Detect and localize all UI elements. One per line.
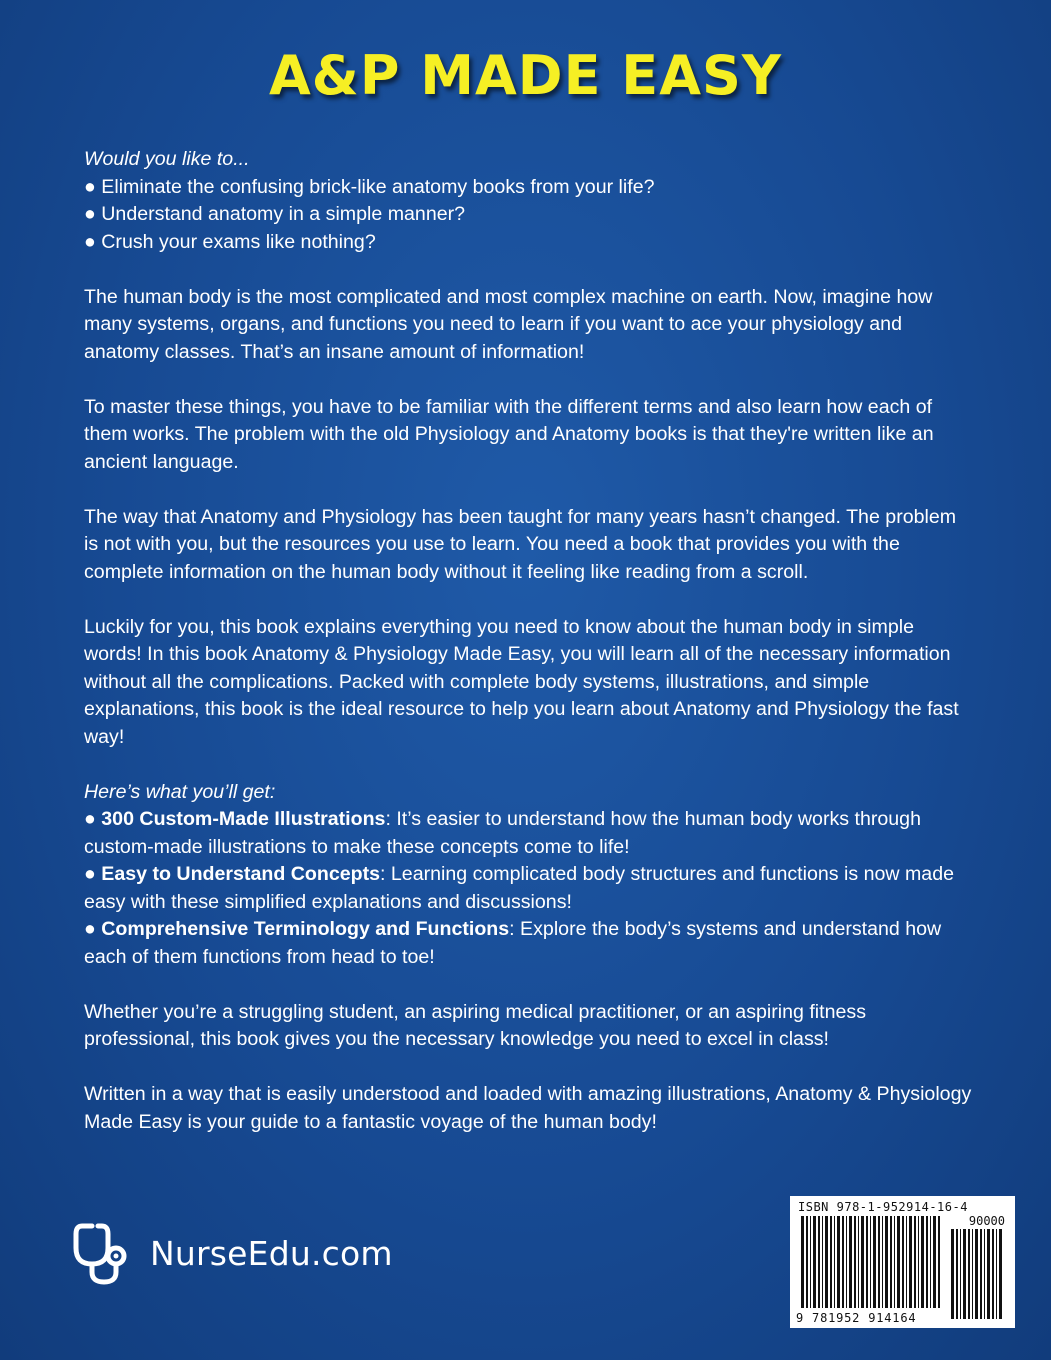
barcode-bar — [870, 1216, 871, 1308]
barcode-bar — [894, 1216, 895, 1308]
intro-bullet: ● Crush your exams like nothing? — [84, 230, 376, 253]
feature-text: : It’s easier to understand how the human body works through custom-made illustrations to make these concepts come to life! — [84, 808, 921, 858]
barcode-bar — [854, 1216, 856, 1308]
barcode-bar — [914, 1216, 916, 1308]
ean-number: 9 781952 914164 — [796, 1311, 917, 1325]
barcode-bar — [984, 1229, 985, 1319]
barcode-bar — [890, 1216, 892, 1308]
intro-bullet: ● Understand anatomy in a simple manner? — [84, 203, 466, 225]
description-body — [84, 146, 974, 1164]
barcode-bar — [813, 1216, 816, 1308]
intro-block — [84, 146, 974, 256]
barcode-bar — [830, 1216, 832, 1308]
barcode-bar — [810, 1216, 811, 1308]
feature-title: ● Easy to Understand Concepts — [84, 863, 381, 885]
barcode-bar — [846, 1216, 847, 1308]
features-block — [84, 779, 974, 972]
features-lead: Here’s what you’ll get: — [84, 780, 276, 803]
barcode-bar — [849, 1216, 852, 1308]
stethoscope-icon — [70, 1218, 142, 1288]
logo-text: NurseEdu.com — [150, 1233, 393, 1273]
barcode-bar — [909, 1216, 912, 1308]
intro-lead: Would you like to... — [84, 148, 250, 170]
barcode-bar — [885, 1216, 888, 1308]
isbn-barcode — [790, 1196, 1015, 1328]
barcode-bar — [930, 1216, 931, 1308]
barcode-bar — [825, 1216, 828, 1308]
barcode-bar — [861, 1216, 864, 1308]
barcode-bar — [951, 1229, 954, 1319]
barcode-bar — [980, 1229, 982, 1319]
barcode-bar — [897, 1216, 900, 1308]
barcode-bar — [938, 1216, 940, 1308]
paragraph: The way that Anatomy and Physiology has been taught for many years hasn’t changed. The problem is not with you, but the resources you use to learn. You need a book that provides you with the complete information on the human body without it feeling like reading from a scroll. — [84, 505, 957, 583]
barcode-bar — [878, 1216, 880, 1308]
barcode-bar — [882, 1216, 883, 1308]
barcode-bar — [801, 1216, 804, 1308]
paragraph: To master these things, you have to be familiar with the different terms and also learn how each of them works. The problem with the old Physiology and Anatomy books is that they're written like an ancient language. — [84, 395, 934, 473]
closing-paragraph: Whether you’re a struggling student, an aspiring medical practitioner, or an aspiring fitness professional, this book gives you the necessary knowledge you need to excel in class! — [84, 1000, 866, 1050]
barcode-bar — [873, 1216, 876, 1308]
barcode-bar — [992, 1229, 994, 1319]
barcode-bar — [818, 1216, 820, 1308]
barcode-bar — [921, 1216, 924, 1308]
barcode-bar — [837, 1216, 840, 1308]
barcode-addon-bars — [950, 1229, 1006, 1319]
barcode-bar — [918, 1216, 919, 1308]
publisher-logo — [70, 1218, 393, 1288]
barcode-bar — [933, 1216, 936, 1308]
intro-bullet: ● Eliminate the confusing brick-like anatomy books from your life? — [84, 175, 655, 198]
barcode-bar — [972, 1229, 973, 1319]
feature-item — [84, 806, 974, 861]
barcode-bar — [822, 1216, 823, 1308]
barcode-bar — [996, 1229, 997, 1319]
barcode-bar — [987, 1229, 990, 1319]
barcode-bar — [960, 1229, 961, 1319]
barcode-bars — [800, 1216, 942, 1308]
barcode-bar — [834, 1216, 835, 1308]
barcode-bar — [956, 1229, 958, 1319]
paragraph: The human body is the most complicated and most complex machine on earth. Now, imagine how many systems, organs, and functions you need to learn if you want to ace your physiology and anatomy classes. That’s an insane amount of information! — [84, 285, 933, 363]
barcode-bar — [866, 1216, 868, 1308]
feature-text: : Learning complicated body structures and functions is now made easy with these simplified explanations and discussions! — [84, 863, 954, 913]
barcode-bar — [902, 1216, 904, 1308]
isbn-number: ISBN 978-1-952914-16-4 — [798, 1200, 968, 1214]
barcode-bar — [968, 1229, 970, 1319]
feature-item — [84, 861, 974, 916]
feature-title: ● Comprehensive Terminology and Functions — [84, 918, 510, 940]
paragraph: Luckily for you, this book explains everything you need to know about the human body in simple words! In this book Anatomy & Physiology Made Easy, you will learn all of the necessary information without all the complications. Packed with complete body systems, illustrations, and simple explanations, this book is the ideal resource to help you learn about Anatomy and Physiology the fast way! — [84, 615, 959, 748]
feature-text: : Explore the body’s systems and understand how each of them functions from head to toe! — [84, 918, 942, 968]
feature-item — [84, 916, 974, 971]
price-code: 90000 — [968, 1214, 1005, 1228]
barcode-bar — [963, 1229, 966, 1319]
barcode-bar — [842, 1216, 844, 1308]
barcode-bar — [906, 1216, 907, 1308]
barcode-bar — [926, 1216, 928, 1308]
barcode-bar — [975, 1229, 978, 1319]
cover-title: A&P MADE EASY — [269, 44, 782, 107]
barcode-bar — [999, 1229, 1002, 1319]
closing-paragraph: Written in a way that is easily understood and loaded with amazing illustrations, Anatomy & Physiology Made Easy is your guide to a fantastic voyage of the human body! — [84, 1083, 972, 1133]
barcode-bar — [858, 1216, 859, 1308]
barcode-bar — [806, 1216, 808, 1308]
feature-title: ● 300 Custom-Made Illustrations — [84, 808, 386, 830]
